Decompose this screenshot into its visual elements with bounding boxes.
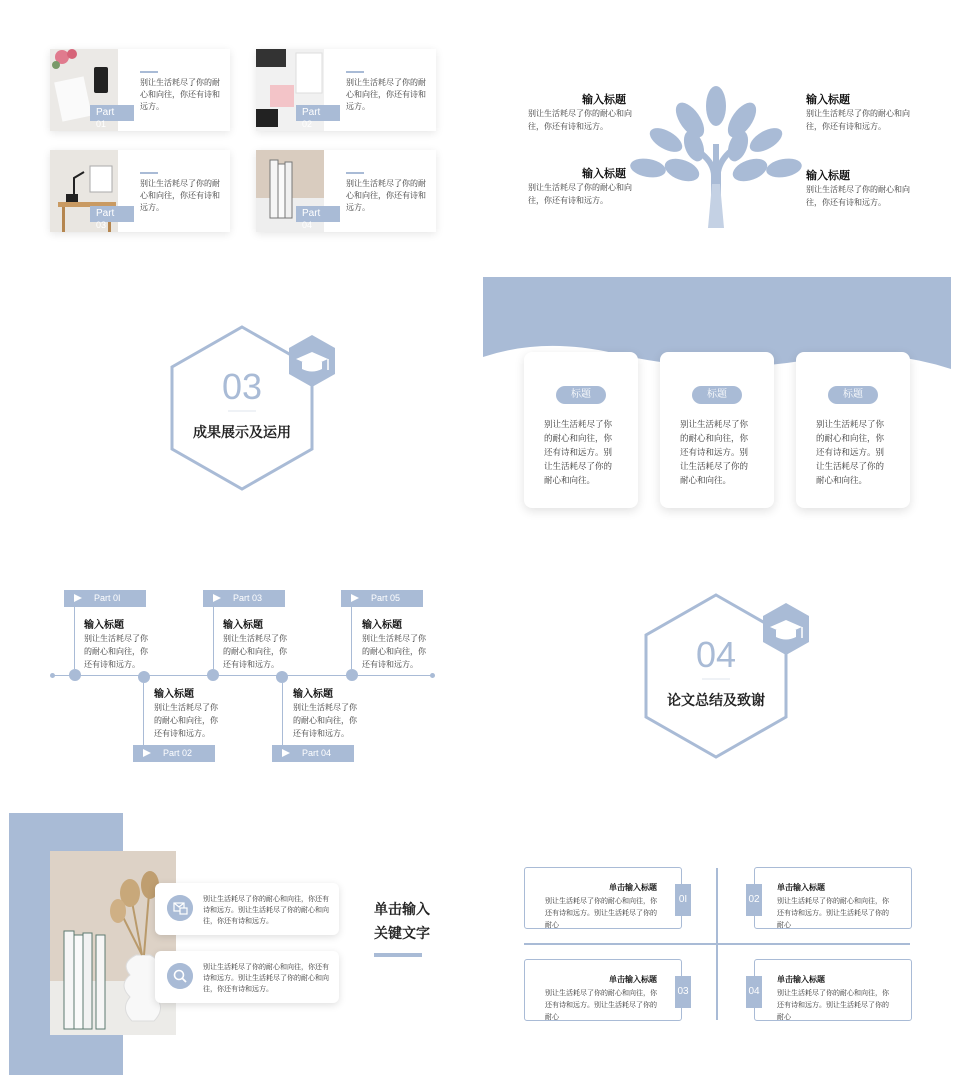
play-icon [213, 594, 221, 602]
timeline-dot-4 [276, 671, 288, 683]
graduation-cap-icon [762, 602, 810, 656]
timeline-tag-3[interactable] [203, 590, 285, 607]
timeline-title-3: 输入标题 [223, 620, 263, 631]
connector [143, 683, 144, 745]
tag-label: Part 02 [163, 748, 193, 758]
part-number: 03 [96, 220, 107, 230]
part-card-3[interactable] [50, 150, 230, 232]
card-label: 标题 [828, 386, 878, 404]
part-card-2[interactable] [256, 49, 436, 131]
tree-block-text-2: 别让生活耗尽了你的耐心和向往，你还有诗和远方。 [528, 183, 632, 205]
section-number: 03 [221, 366, 263, 407]
tag-label: Part 0I [94, 593, 121, 603]
feature-text: 别让生活耗尽了你的耐心和向往，你还有诗和远方。别让生活耗尽了你的耐心和向往，你还有诗和远方。 [203, 963, 329, 993]
timeline-title-5: 输入标题 [362, 620, 402, 631]
timeline-title-4: 输入标题 [293, 689, 333, 700]
part-tag: Part [296, 105, 340, 121]
quadrant-number: 0I [675, 884, 691, 916]
timeline-dot-2 [138, 671, 150, 683]
part-tag: Part [90, 105, 134, 121]
connector [213, 607, 214, 669]
timeline-title-2: 输入标题 [154, 689, 194, 700]
quadrant-number: 04 [746, 976, 762, 1008]
part-number: 02 [302, 119, 313, 129]
tag-label: Part 03 [233, 593, 263, 603]
graduation-cap-icon [288, 334, 336, 388]
tree-block-text-3: 别让生活耗尽了你的耐心和向往，你还有诗和远方。 [806, 109, 910, 131]
part-text: 别让生活耗尽了你的耐心和向往，你还有诗和远方。 [346, 78, 426, 111]
play-icon [74, 594, 82, 602]
tag-label: Part 04 [302, 748, 332, 758]
search-icon [167, 963, 193, 989]
tag-label: Part 05 [371, 593, 401, 603]
card-text: 别让生活耗尽了你的耐心和向往，你还有诗和远方。别让生活耗尽了你的耐心和向往。 [816, 420, 885, 486]
part-card-4[interactable] [256, 150, 436, 232]
timeline-dot-5 [346, 669, 358, 681]
part-tag: Part [90, 206, 134, 222]
tree-block-title-4: 输入标题 [806, 169, 850, 182]
quadrant-title: 单击输入标题 [609, 974, 657, 984]
info-card-3[interactable] [796, 352, 910, 508]
divider [140, 172, 158, 174]
keyword-underline [374, 953, 422, 957]
section-title: 成果展示及运用 [193, 425, 291, 441]
timeline-axis [52, 675, 434, 676]
quadrant-3[interactable] [524, 959, 689, 1021]
connector [351, 607, 352, 669]
timeline-dot-3 [207, 669, 219, 681]
quadrant-1[interactable] [524, 867, 688, 929]
timeline-tag-4[interactable] [272, 745, 354, 762]
timeline-end-dot [430, 673, 435, 678]
part-card-1[interactable] [50, 49, 230, 131]
connector [282, 683, 283, 745]
quadrant-2[interactable] [748, 867, 912, 929]
divider [346, 71, 364, 73]
info-card-1[interactable] [524, 352, 638, 508]
quadrant-text: 别让生活耗尽了你的耐心和向往，你还有诗和远方。别让生活耗尽了你的耐心 [545, 989, 657, 1021]
play-icon [282, 749, 290, 757]
tree-block-title-3: 输入标题 [806, 93, 850, 106]
card-text: 别让生活耗尽了你的耐心和向往，你还有诗和远方。别让生活耗尽了你的耐心和向往。 [680, 420, 749, 486]
quadrant-title: 单击输入标题 [777, 882, 825, 892]
divider [140, 71, 158, 73]
card-text: 别让生活耗尽了你的耐心和向往，你还有诗和远方。别让生活耗尽了你的耐心和向往。 [544, 420, 613, 486]
part-tag: Part [296, 206, 340, 222]
quadrant-title: 单击输入标题 [777, 974, 825, 984]
mail-icon [167, 895, 193, 921]
tree-block-title-1: 输入标题 [582, 93, 626, 106]
quadrant-number: 03 [675, 976, 691, 1008]
timeline-start-dot [50, 673, 55, 678]
part-text: 别让生活耗尽了你的耐心和向往，你还有诗和远方。 [140, 78, 220, 111]
part-text: 别让生活耗尽了你的耐心和向往，你还有诗和远方。 [140, 179, 220, 212]
timeline-tag-2[interactable] [133, 745, 215, 762]
card-label: 标题 [556, 386, 606, 404]
vase-books-photo [50, 851, 176, 1035]
tree-graphic [628, 84, 804, 228]
part-number: 04 [302, 220, 313, 230]
play-icon [351, 594, 359, 602]
tree-block-text-4: 别让生活耗尽了你的耐心和向往，你还有诗和远方。 [806, 185, 910, 207]
timeline-text-5: 别让生活耗尽了你的耐心和向往，你还有诗和远方。 [362, 634, 426, 669]
timeline-text-1: 别让生活耗尽了你的耐心和向往，你还有诗和远方。 [84, 634, 148, 669]
part-text: 别让生活耗尽了你的耐心和向往，你还有诗和远方。 [346, 179, 426, 212]
timeline-title-1: 输入标题 [84, 620, 124, 631]
divider-horizontal [524, 943, 910, 945]
timeline-tag-1[interactable] [64, 590, 146, 607]
quadrant-number: 02 [746, 884, 762, 916]
keyword-line-1: 单击输入 [374, 902, 430, 918]
quadrant-text: 别让生活耗尽了你的耐心和向往，你还有诗和远方。别让生活耗尽了你的耐心 [777, 989, 889, 1021]
connector [74, 607, 75, 669]
section-number: 04 [695, 634, 737, 675]
timeline-text-2: 别让生活耗尽了你的耐心和向往，你还有诗和远方。 [154, 703, 218, 738]
card-label: 标题 [692, 386, 742, 404]
section-title: 论文总结及致谢 [667, 693, 765, 709]
quadrant-text: 别让生活耗尽了你的耐心和向往，你还有诗和远方。别让生活耗尽了你的耐心 [777, 897, 889, 929]
quadrant-title: 单击输入标题 [609, 882, 657, 892]
tree-block-title-2: 输入标题 [582, 167, 626, 180]
part-number: 01 [96, 119, 107, 129]
timeline-tag-5[interactable] [341, 590, 423, 607]
feature-item-2[interactable] [155, 951, 339, 1003]
feature-item-1[interactable] [155, 883, 339, 935]
feature-text: 别让生活耗尽了你的耐心和向往，你还有诗和远方。别让生活耗尽了你的耐心和向往，你还有诗和远方。 [203, 895, 329, 925]
quadrant-text: 别让生活耗尽了你的耐心和向往，你还有诗和远方。别让生活耗尽了你的耐心 [545, 897, 657, 929]
info-card-2[interactable] [660, 352, 774, 508]
divider [346, 172, 364, 174]
tree-block-text-1: 别让生活耗尽了你的耐心和向往，你还有诗和远方。 [528, 109, 632, 131]
timeline-dot-1 [69, 669, 81, 681]
timeline-text-3: 别让生活耗尽了你的耐心和向往，你还有诗和远方。 [223, 634, 287, 669]
quadrant-4[interactable] [748, 959, 912, 1021]
play-icon [143, 749, 151, 757]
keyword-line-2: 关键文字 [374, 926, 430, 942]
timeline-text-4: 别让生活耗尽了你的耐心和向往，你还有诗和远方。 [293, 703, 357, 738]
